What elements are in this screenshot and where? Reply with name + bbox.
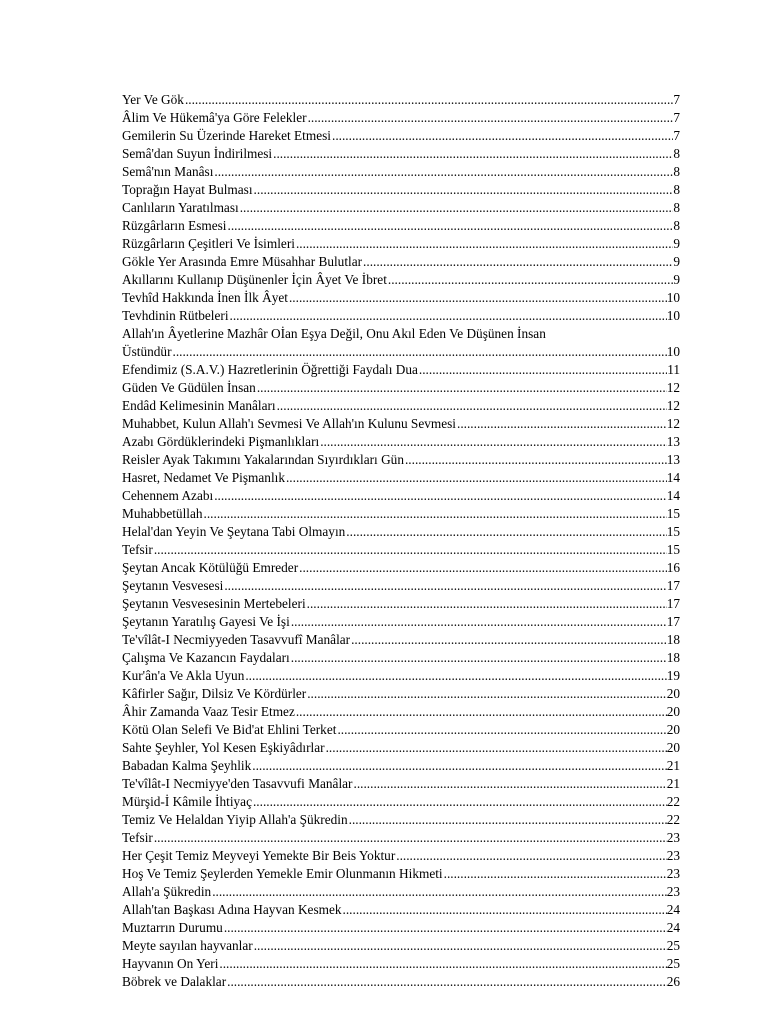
toc-entry-page-number: 9	[673, 254, 680, 269]
toc-entry-page-number: 12	[666, 398, 680, 413]
dot-leader	[252, 757, 666, 775]
toc-entry[interactable]	[122, 253, 680, 271]
dot-leader	[286, 469, 667, 487]
toc-entry-page-number: 20	[666, 722, 680, 737]
toc-entry-page-number: 23	[666, 866, 680, 881]
toc-entry-page-number: 18	[666, 650, 680, 665]
dot-leader	[254, 937, 667, 955]
toc-entry-page-number: 22	[666, 794, 680, 809]
toc-entry-title: Hayvanın On Yeri	[122, 956, 219, 971]
toc-entry-page-number: 7	[673, 128, 680, 143]
dot-leader	[214, 163, 673, 181]
toc-entry[interactable]	[122, 955, 680, 973]
toc-entry[interactable]	[122, 289, 680, 307]
toc-entry-page-number: 12	[666, 416, 680, 431]
dot-leader	[444, 865, 667, 883]
toc-entry-title: Semâ'nın Manâsı	[122, 164, 214, 179]
toc-entry-title: Tefsir	[122, 542, 153, 557]
toc-entry-page-number: 7	[673, 110, 680, 125]
toc-entry-title: Çalışma Ve Kazancın Faydaları	[122, 650, 290, 665]
toc-entry-page-number: 20	[666, 686, 680, 701]
toc-entry[interactable]	[122, 595, 680, 613]
toc-entry[interactable]	[122, 235, 680, 253]
toc-entry[interactable]	[122, 163, 680, 181]
toc-entry[interactable]	[122, 865, 680, 883]
toc-entry-title: Azabı Gördüklerindeki Pişmanlıkları	[122, 434, 320, 449]
toc-entry-title: Güden Ve Güdülen İnsan	[122, 380, 256, 395]
toc-entry-page-number: 22	[666, 812, 680, 827]
toc-entry-title: Âhir Zamanda Vaaz Tesir Etmez	[122, 704, 295, 719]
toc-entry[interactable]	[122, 883, 680, 901]
toc-entry-title: Sahte Şeyhler, Yol Kesen Eşkiyâdırlar	[122, 740, 325, 755]
toc-entry-page-number: 25	[666, 956, 680, 971]
toc-entry-title: Tevhdinin Rütbeleri	[122, 308, 229, 323]
toc-entry[interactable]	[122, 469, 680, 487]
dot-leader	[326, 739, 667, 757]
toc-entry-title: Şeytanın Vesvesesinin Mertebeleri	[122, 596, 306, 611]
dot-leader	[388, 271, 673, 289]
toc-entry-title: Tefsir	[122, 830, 153, 845]
dot-leader	[291, 613, 667, 631]
toc-entry-page-number: 24	[666, 920, 680, 935]
dot-leader	[204, 505, 667, 523]
toc-entry-title: Gemilerin Su Üzerinde Hareket Etmesi	[122, 128, 331, 143]
toc-entry[interactable]	[122, 181, 680, 199]
toc-entry[interactable]	[122, 757, 680, 775]
toc-entry-page-number: 24	[666, 902, 680, 917]
toc-entry-page-number: 23	[666, 848, 680, 863]
toc-entry[interactable]	[122, 199, 680, 217]
toc-entry[interactable]	[122, 649, 680, 667]
toc-entry-title: Gökle Yer Arasında Emre Müsahhar Bulutlar	[122, 254, 363, 269]
dot-leader	[299, 559, 667, 577]
toc-entry[interactable]	[122, 397, 680, 415]
toc-entry-page-number: 26	[666, 974, 680, 989]
toc-entry[interactable]	[122, 505, 680, 523]
dot-leader	[337, 721, 666, 739]
toc-entry-page-number: 9	[673, 236, 680, 251]
dot-leader	[351, 631, 667, 649]
toc-entry-page-number: 15	[666, 506, 680, 521]
toc-entry-page-number: 8	[673, 164, 680, 179]
toc-entry[interactable]	[122, 487, 680, 505]
toc-entry-title: Şeytanın Vesvesesi	[122, 578, 224, 593]
toc-entry[interactable]	[122, 793, 680, 811]
toc-entry-title: Helal'dan Yeyin Ve Şeytana Tabi Olmayın	[122, 524, 346, 539]
toc-entry-title: Toprağın Hayat Bulması	[122, 182, 253, 197]
toc-entry-title: Te'vîlât-I Necmiyyeden Tasavvufî Manâlar	[122, 632, 351, 647]
toc-entry-title: Muhabbetüllah	[122, 506, 203, 521]
toc-entry-title: Endâd Kelimesinin Manâları	[122, 398, 276, 413]
toc-entry[interactable]	[122, 811, 680, 829]
toc-entry-page-number: 23	[666, 830, 680, 845]
toc-entry-page-number: 13	[666, 434, 680, 449]
toc-entry-title: Cehennem Azabı	[122, 488, 214, 503]
toc-entry-page-number: 10	[666, 308, 680, 323]
toc-entry-title: Âlim Ve Hükemâ'ya Göre Felekler	[122, 110, 307, 125]
toc-entry[interactable]	[122, 613, 680, 631]
dot-leader	[289, 289, 667, 307]
toc-entry-page-number: 7	[673, 92, 680, 107]
toc-entry-title: Canlıların Yaratılması	[122, 200, 239, 215]
toc-entry[interactable]	[122, 919, 680, 937]
toc-entry-page-number: 9	[673, 272, 680, 287]
dot-leader	[253, 793, 667, 811]
dot-leader	[291, 649, 667, 667]
toc-entry-title: Meyte sayılan hayvanlar	[122, 938, 253, 953]
dot-leader	[419, 361, 667, 379]
toc-entry-page-number: 20	[666, 740, 680, 755]
toc-entry-page-number: 8	[673, 182, 680, 197]
toc-entry[interactable]	[122, 973, 680, 991]
dot-leader	[296, 235, 673, 253]
toc-entry-title: Kâfirler Sağır, Dilsiz Ve Kördürler	[122, 686, 307, 701]
toc-entry-page-number: 19	[666, 668, 680, 683]
toc-entry-page-number: 8	[673, 146, 680, 161]
toc-entry-page-number: 21	[666, 776, 680, 791]
dot-leader	[307, 685, 666, 703]
dot-leader	[185, 91, 673, 109]
toc-entry-page-number: 17	[666, 614, 680, 629]
dot-leader	[245, 667, 666, 685]
toc-entry-page-number: 8	[673, 200, 680, 215]
toc-entry-title: Hasret, Nedamet Ve Pişmanlık	[122, 470, 285, 485]
dot-leader	[254, 181, 674, 199]
toc-entry[interactable]	[122, 307, 680, 325]
toc-entry-title: Rüzgârların Çeşitleri Ve İsimleri	[122, 236, 295, 251]
toc-entry-title-continued: Üstündür	[122, 344, 172, 359]
toc-entry[interactable]	[122, 937, 680, 955]
toc-entry-page-number: 12	[666, 380, 680, 395]
toc-entry-title: Reisler Ayak Takımını Yakalarından Sıyırdıkları Gün	[122, 452, 404, 467]
dot-leader	[307, 595, 667, 613]
dot-leader	[346, 523, 666, 541]
toc-entry-title: Allah'tan Başkası Adına Hayvan Kesmek	[122, 902, 342, 917]
toc-entry-page-number: 10	[666, 290, 680, 305]
toc-entry-page-number: 13	[666, 452, 680, 467]
toc-entry[interactable]	[122, 91, 680, 109]
toc-entry[interactable]	[122, 685, 680, 703]
dot-leader	[296, 703, 667, 721]
dot-leader	[277, 397, 667, 415]
toc-entry-title: Muhabbet, Kulun Allah'ı Sevmesi Ve Allah'ın Kulunu Sevmesi	[122, 416, 456, 431]
toc-entry[interactable]	[122, 271, 680, 289]
table-of-contents	[122, 91, 680, 991]
dot-leader	[154, 541, 667, 559]
toc-entry[interactable]	[122, 847, 680, 865]
toc-entry[interactable]	[122, 217, 680, 235]
dot-leader	[273, 145, 673, 163]
toc-entry-title: Allah'ın Âyetlerine Mazhâr Oİan Eşya Değil, Onu Akıl Eden Ve Düşünen İnsan	[122, 326, 546, 341]
toc-entry-page-number: 15	[666, 524, 680, 539]
toc-entry-page-number: 17	[666, 578, 680, 593]
toc-entry-page-number: 11	[667, 362, 680, 377]
dot-leader	[257, 379, 667, 397]
toc-entry[interactable]	[122, 379, 680, 397]
toc-entry-page-number: 17	[666, 596, 680, 611]
toc-entry-title: Kötü Olan Selefi Ve Bid'at Ehlini Terket	[122, 722, 337, 737]
toc-entry[interactable]	[122, 523, 680, 541]
toc-entry-page-number: 10	[666, 344, 680, 359]
dot-leader	[240, 199, 674, 217]
toc-entry-title: Kur'ân'a Ve Akla Uyun	[122, 668, 245, 683]
dot-leader	[224, 577, 666, 595]
toc-entry-page-number: 18	[666, 632, 680, 647]
toc-entry[interactable]	[122, 739, 680, 757]
toc-entry[interactable]	[122, 559, 680, 577]
toc-entry-page-number: 16	[666, 560, 680, 575]
toc-entry-page-number: 8	[673, 218, 680, 233]
dot-leader	[332, 127, 673, 145]
dot-leader	[363, 253, 673, 271]
toc-entry-title: Temiz Ve Helaldan Yiyip Allah'a Şükredin	[122, 812, 348, 827]
toc-entry-title: Her Çeşit Temiz Meyveyi Yemekte Bir Beis Yoktur	[122, 848, 396, 863]
dot-leader	[224, 919, 667, 937]
toc-entry-title: Te'vîlât-I Necmiyye'den Tasavvufi Manâlar	[122, 776, 353, 791]
toc-entry-title: Rüzgârların Esmesi	[122, 218, 227, 233]
dot-leader	[219, 955, 666, 973]
dot-leader	[154, 829, 667, 847]
dot-leader	[227, 973, 667, 991]
dot-leader	[354, 775, 667, 793]
toc-entry-title: Babadan Kalma Şeyhlik	[122, 758, 252, 773]
toc-entry-page-number: 20	[666, 704, 680, 719]
dot-leader	[343, 901, 667, 919]
toc-entry-page-number: 21	[666, 758, 680, 773]
toc-entry[interactable]	[122, 451, 680, 469]
dot-leader	[228, 217, 674, 235]
toc-entry[interactable]	[122, 541, 680, 559]
toc-entry-title: Yer Ve Gök	[122, 92, 184, 107]
dot-leader	[396, 847, 666, 865]
toc-entry-page-number: 15	[666, 542, 680, 557]
dot-leader	[308, 109, 674, 127]
toc-entry-title: Tevhîd Hakkında İnen İlk Âyet	[122, 290, 288, 305]
toc-entry-page-number: 14	[666, 470, 680, 485]
toc-entry[interactable]	[122, 145, 680, 163]
dot-leader	[320, 433, 667, 451]
toc-entry-page-number: 14	[666, 488, 680, 503]
toc-entry[interactable]	[122, 109, 680, 127]
dot-leader	[212, 883, 667, 901]
dot-leader	[173, 343, 667, 361]
toc-entry-title: Hoş Ve Temiz Şeylerden Yemekle Emir Olunmanın Hikmeti	[122, 866, 443, 881]
toc-entry-title: Efendimiz (S.A.V.) Hazretlerinin Öğrettiği Faydalı Dua	[122, 362, 418, 377]
toc-entry-title: Şeytan Ancak Kötülüğü Emreder	[122, 560, 299, 575]
toc-entry[interactable]	[122, 829, 680, 847]
toc-entry[interactable]	[122, 415, 680, 433]
dot-leader	[405, 451, 667, 469]
toc-entry[interactable]	[122, 433, 680, 451]
toc-entry-title: Muztarrın Durumu	[122, 920, 223, 935]
dot-leader	[457, 415, 667, 433]
toc-entry-title: Mürşid-İ Kâmile İhtiyaç	[122, 794, 252, 809]
toc-entry[interactable]	[122, 577, 680, 595]
toc-entry-title: Akıllarını Kullanıp Düşünenler İçin Âyet Ve İbret	[122, 272, 387, 287]
toc-entry-page-number: 23	[666, 884, 680, 899]
toc-entry[interactable]	[122, 127, 680, 145]
toc-entry[interactable]	[122, 703, 680, 721]
toc-entry[interactable]	[122, 721, 680, 739]
dot-leader	[230, 307, 667, 325]
toc-entry[interactable]	[122, 361, 680, 379]
toc-entry-page-number: 25	[666, 938, 680, 953]
toc-entry[interactable]	[122, 631, 680, 649]
toc-entry-title: Şeytanın Yaratılış Gayesi Ve İşi	[122, 614, 290, 629]
toc-entry-title: Allah'a Şükredin	[122, 884, 212, 899]
toc-entry-title: Böbrek ve Dalaklar	[122, 974, 227, 989]
toc-entry[interactable]	[122, 901, 680, 919]
dot-leader	[214, 487, 667, 505]
toc-entry-title: Semâ'dan Suyun İndirilmesi	[122, 146, 273, 161]
toc-entry[interactable]	[122, 667, 680, 685]
dot-leader	[349, 811, 667, 829]
toc-entry[interactable]	[122, 325, 680, 361]
toc-entry[interactable]	[122, 775, 680, 793]
